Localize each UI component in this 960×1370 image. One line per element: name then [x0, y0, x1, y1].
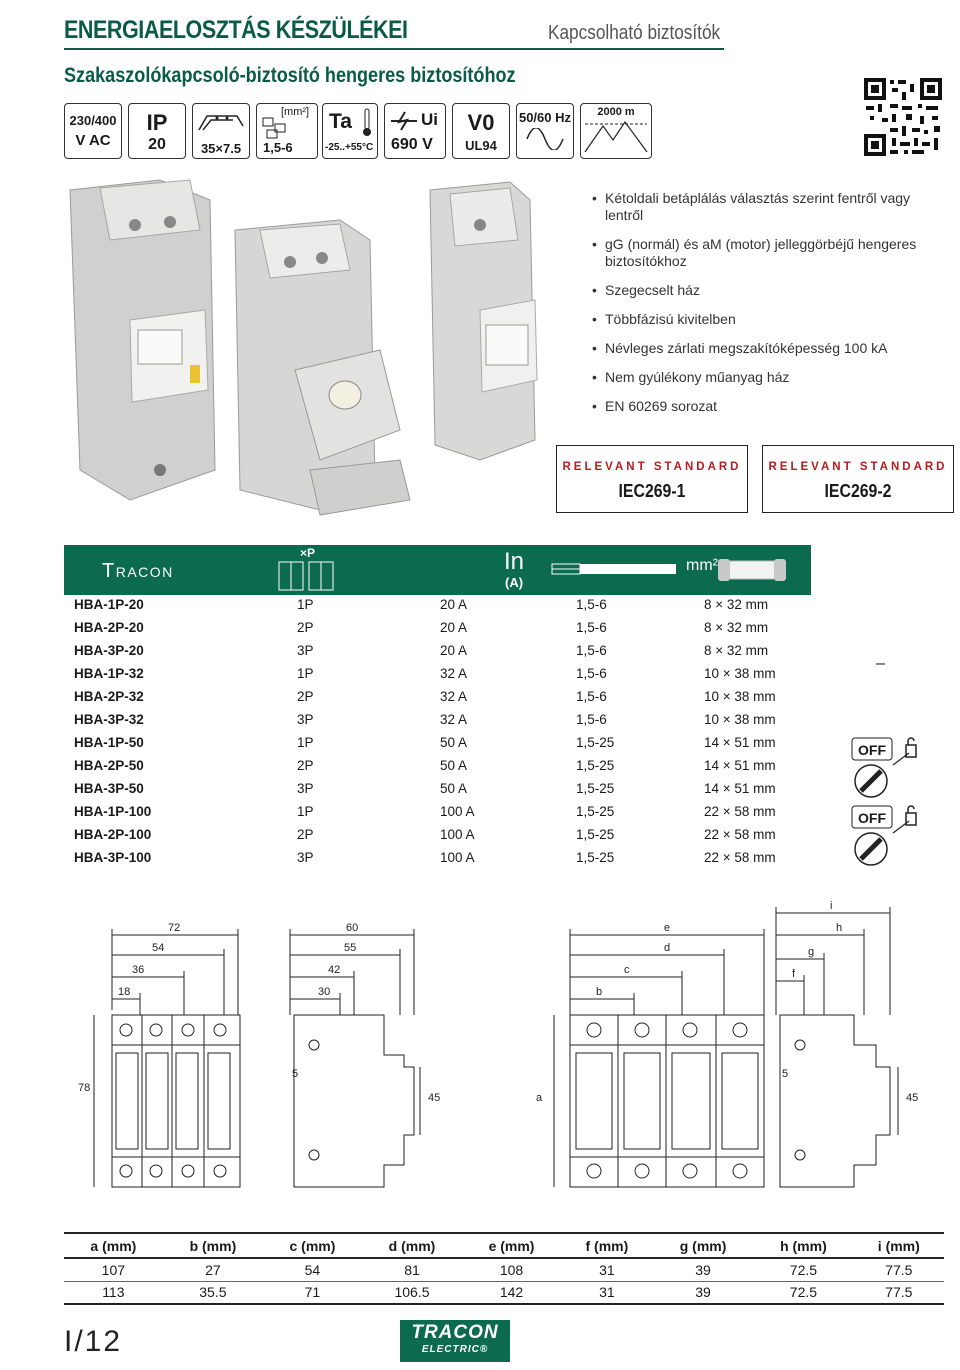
dimensions-header: c (mm) [263, 1233, 362, 1258]
off-label: OFF [858, 742, 886, 758]
frequency-value: 50/60 Hz [518, 110, 572, 125]
pole-count: 1P [297, 666, 314, 681]
product-photo [40, 170, 560, 520]
cross-section-spec [256, 103, 318, 159]
dim-label: g [808, 946, 815, 958]
dimension-drawings [64, 895, 944, 1220]
frequency-spec [516, 103, 574, 159]
rated-current: 32 A [440, 712, 468, 727]
dim-label: 45 [906, 1092, 919, 1104]
sine-wave-icon [525, 128, 565, 150]
product-code: HBA-3P-50 [74, 781, 144, 796]
wire-icon [550, 559, 680, 579]
table-row [64, 617, 811, 640]
fuse-size: 22 × 58 mm [704, 804, 776, 819]
off-switch-icon [851, 737, 913, 799]
cross-section: 1,5-6 [576, 620, 607, 635]
dim-label: a [536, 1092, 543, 1104]
product-code: HBA-2P-100 [74, 827, 152, 842]
dimensions-header: b (mm) [163, 1233, 263, 1258]
fuse-size: 10 × 38 mm [704, 689, 776, 704]
standard-box [556, 445, 748, 513]
dimensions-cell: 71 [263, 1281, 362, 1304]
rated-current-symbol: In [504, 548, 525, 575]
flammability-class: V0 [467, 110, 495, 135]
drawing-side-1 [290, 929, 420, 1187]
logo-subtext: ELECTRIC® [421, 1344, 489, 1355]
product-code: HBA-3P-20 [74, 643, 144, 658]
cross-section: 1,5-6 [576, 689, 607, 704]
insulation-voltage-label: Ui [421, 110, 438, 129]
terminal-icon [261, 114, 301, 142]
dimensions-cell: 108 [462, 1258, 561, 1281]
dash-mark: – [876, 655, 885, 672]
din-rail-spec [192, 103, 250, 159]
page-title: Szakaszolókapcsoló-biztosító hengeres biztosítóhoz [64, 64, 516, 87]
cross-section: 1,5-25 [576, 850, 615, 865]
pole-count: 3P [297, 781, 314, 796]
dim-label: 45 [428, 1092, 441, 1104]
dimensions-table [64, 1232, 944, 1305]
rated-current: 32 A [440, 689, 468, 704]
product-code: HBA-3P-100 [74, 850, 152, 865]
dim-label: 60 [346, 922, 359, 934]
pole-count: 3P [297, 643, 314, 658]
ambient-temp-range: -25..+55°C [325, 142, 374, 153]
rated-current: 20 A [440, 597, 468, 612]
dim-label: 42 [328, 964, 341, 976]
table-row [64, 778, 811, 801]
feature-list [592, 190, 937, 427]
pole-count: 1P [297, 735, 314, 750]
voltage-unit: V AC [75, 132, 111, 149]
product-table-header [64, 545, 811, 595]
cross-section: 1,5-6 [576, 712, 607, 727]
dimensions-cell: 113 [64, 1281, 163, 1304]
dim-label: 72 [168, 922, 181, 934]
dimensions-cell: 77.5 [854, 1281, 944, 1304]
drawing-3p-front [94, 929, 240, 1187]
flammability-spec [452, 103, 510, 159]
feature-item: • Szegecselt ház [592, 282, 937, 299]
rated-current: 100 A [440, 804, 475, 819]
feature-item: • gG (normál) és aM (motor) jelleggörbéjű hengeres biztosítókhoz [592, 236, 937, 270]
table-row [64, 686, 811, 709]
fuse-holder-2p-illustration [70, 180, 215, 500]
ambient-temp-spec [322, 103, 378, 159]
table-row [64, 640, 811, 663]
thermometer-icon [361, 108, 373, 138]
feature-item: • Névleges zárlati megszakítóképesség 100 kA [592, 340, 937, 357]
cross-section-unit: [mm²] [281, 106, 310, 118]
lightning-icon [389, 110, 419, 132]
din-rail-value: 35×7.5 [200, 141, 242, 156]
product-code: HBA-2P-32 [74, 689, 144, 704]
table-row [64, 755, 811, 778]
dimensions-cell: 142 [462, 1281, 561, 1304]
dimensions-row [64, 1281, 944, 1304]
dimensions-cell: 39 [653, 1281, 753, 1304]
rated-current: 50 A [440, 781, 468, 796]
poles-header: ×P [300, 546, 316, 560]
brand-label: Tracon [102, 560, 174, 582]
flammability-standard: UL94 [465, 138, 497, 153]
rated-current: 50 A [440, 758, 468, 773]
tracon-logo [400, 1320, 510, 1362]
rated-current: 20 A [440, 620, 468, 635]
dim-label: 78 [78, 1082, 91, 1094]
category-title: ENERGIAELOSZTÁS KÉSZÜLÉKEI [64, 16, 408, 44]
dimensions-header: i (mm) [854, 1233, 944, 1258]
pole-count: 2P [297, 827, 314, 842]
altitude-value: 2000 m [597, 106, 635, 118]
voltage-value: 230/400 [69, 113, 117, 128]
dimensions-header: e (mm) [462, 1233, 561, 1258]
ip-label: IP [146, 110, 168, 135]
table-row [64, 847, 811, 870]
dimensions-cell: 81 [362, 1258, 462, 1281]
dim-label: c [624, 964, 630, 976]
dimensions-header: d (mm) [362, 1233, 462, 1258]
fuse-size: 8 × 32 mm [704, 643, 769, 658]
standard-title: RELEVANT STANDARD [768, 461, 948, 473]
dimensions-cell: 31 [561, 1258, 653, 1281]
pole-count: 2P [297, 689, 314, 704]
dim-label: 55 [344, 942, 357, 954]
cross-section: 1,5-6 [576, 643, 607, 658]
dim-label: i [830, 900, 833, 912]
dim-label: 5 [782, 1068, 789, 1080]
rated-current: 50 A [440, 735, 468, 750]
dimensions-cell: 106.5 [362, 1281, 462, 1304]
fuse-size: 10 × 38 mm [704, 712, 776, 727]
pole-count: 3P [297, 850, 314, 865]
poles-icon [278, 561, 334, 591]
dim-label: 30 [318, 986, 331, 998]
product-code: HBA-3P-32 [74, 712, 144, 727]
dim-label: b [596, 986, 603, 998]
insulation-voltage-value: 690 V [391, 136, 433, 153]
table-row [64, 824, 811, 847]
subcategory-title: Kapcsolható biztosítók [547, 22, 720, 44]
dimensions-header: h (mm) [753, 1233, 853, 1258]
standard-title: RELEVANT STANDARD [562, 461, 742, 473]
pole-count: 1P [297, 597, 314, 612]
header-rule [64, 48, 724, 50]
product-code: HBA-1P-20 [74, 597, 144, 612]
fuse-size: 22 × 58 mm [704, 827, 776, 842]
pole-count: 2P [297, 758, 314, 773]
fuse-size: 8 × 32 mm [704, 620, 769, 635]
cross-section: 1,5-6 [576, 597, 607, 612]
dimensions-row [64, 1258, 944, 1281]
table-row [64, 594, 811, 617]
cross-section: 1,5-25 [576, 735, 615, 750]
table-row [64, 663, 811, 686]
dimensions-header: g (mm) [653, 1233, 753, 1258]
fuse-size: 14 × 51 mm [704, 781, 776, 796]
mountain-icon [583, 118, 649, 154]
product-code: HBA-2P-50 [74, 758, 144, 773]
page-number: I/12 [64, 1325, 123, 1358]
dimensions-cell: 107 [64, 1258, 163, 1281]
dim-label: h [836, 922, 843, 934]
fuse-holder-open-illustration [235, 220, 410, 515]
altitude-spec [580, 103, 652, 159]
feature-item: • Többfázisú kivitelben [592, 311, 937, 328]
product-code: HBA-2P-20 [74, 620, 144, 635]
dimensions-cell: 77.5 [854, 1258, 944, 1281]
logo-text: TRACON [411, 1322, 499, 1343]
dim-label: 18 [118, 986, 131, 998]
feature-item: • Kétoldali betáplálás választás szerint fentről vagy lentről [592, 190, 937, 224]
fuse-holder-1p-illustration [430, 182, 537, 460]
voltage-spec [64, 103, 122, 159]
dimensions-cell: 54 [263, 1258, 362, 1281]
product-code: HBA-1P-32 [74, 666, 144, 681]
pole-count: 1P [297, 804, 314, 819]
product-code: HBA-1P-100 [74, 804, 152, 819]
off-switch-icon [851, 805, 913, 867]
pole-count: 3P [297, 712, 314, 727]
fuse-size: 14 × 51 mm [704, 758, 776, 773]
dim-label: 36 [132, 964, 145, 976]
cross-section: 1,5-6 [576, 666, 607, 681]
cross-section-header: mm² [686, 557, 718, 574]
standard-box [762, 445, 954, 513]
feature-item: • EN 60269 sorozat [592, 398, 937, 415]
fuse-size: 8 × 32 mm [704, 597, 769, 612]
ambient-temp-label: Ta [329, 110, 352, 133]
fuse-size: 14 × 51 mm [704, 735, 776, 750]
rated-current: 100 A [440, 827, 475, 842]
dimensions-header-row [64, 1233, 944, 1258]
rated-current: 32 A [440, 666, 468, 681]
dimensions-cell: 72.5 [753, 1258, 853, 1281]
drawing-front-2 [554, 929, 764, 1187]
drawing-side-2 [776, 907, 898, 1187]
cross-section: 1,5-25 [576, 804, 615, 819]
din-rail-icon [193, 108, 249, 136]
product-code: HBA-1P-50 [74, 735, 144, 750]
rated-current: 100 A [440, 850, 475, 865]
insulation-voltage-spec [384, 103, 446, 159]
standard-value: IEC269-2 [824, 481, 892, 501]
dim-label: 5 [292, 1068, 299, 1080]
cross-section-value: 1,5-6 [263, 140, 293, 155]
dim-label: e [664, 922, 671, 934]
cross-section: 1,5-25 [576, 827, 615, 842]
feature-item: • Nem gyúlékony műanyag ház [592, 369, 937, 386]
dimensions-header: a (mm) [64, 1233, 163, 1258]
cartridge-fuse-icon [716, 553, 788, 587]
dim-label: 54 [152, 942, 165, 954]
table-row [64, 709, 811, 732]
rated-current-header [504, 548, 524, 576]
fuse-size: 22 × 58 mm [704, 850, 776, 865]
qr-code [862, 76, 944, 158]
dimensions-header: f (mm) [561, 1233, 653, 1258]
cross-section: 1,5-25 [576, 781, 615, 796]
table-row [64, 801, 811, 824]
ip-spec [128, 103, 186, 159]
dimensions-cell: 27 [163, 1258, 263, 1281]
standard-value: IEC269-1 [618, 481, 686, 501]
dim-label: d [664, 942, 671, 954]
pole-count: 2P [297, 620, 314, 635]
off-label: OFF [858, 810, 886, 826]
dim-label: f [792, 968, 796, 980]
ip-value: 20 [148, 136, 166, 153]
dimensions-cell: 31 [561, 1281, 653, 1304]
dimensions-cell: 35.5 [163, 1281, 263, 1304]
table-row [64, 732, 811, 755]
dimensions-cell: 72.5 [753, 1281, 853, 1304]
dimensions-cell: 39 [653, 1258, 753, 1281]
fuse-size: 10 × 38 mm [704, 666, 776, 681]
rated-current: 20 A [440, 643, 468, 658]
cross-section: 1,5-25 [576, 758, 615, 773]
rated-current-unit: (A) [505, 575, 524, 590]
